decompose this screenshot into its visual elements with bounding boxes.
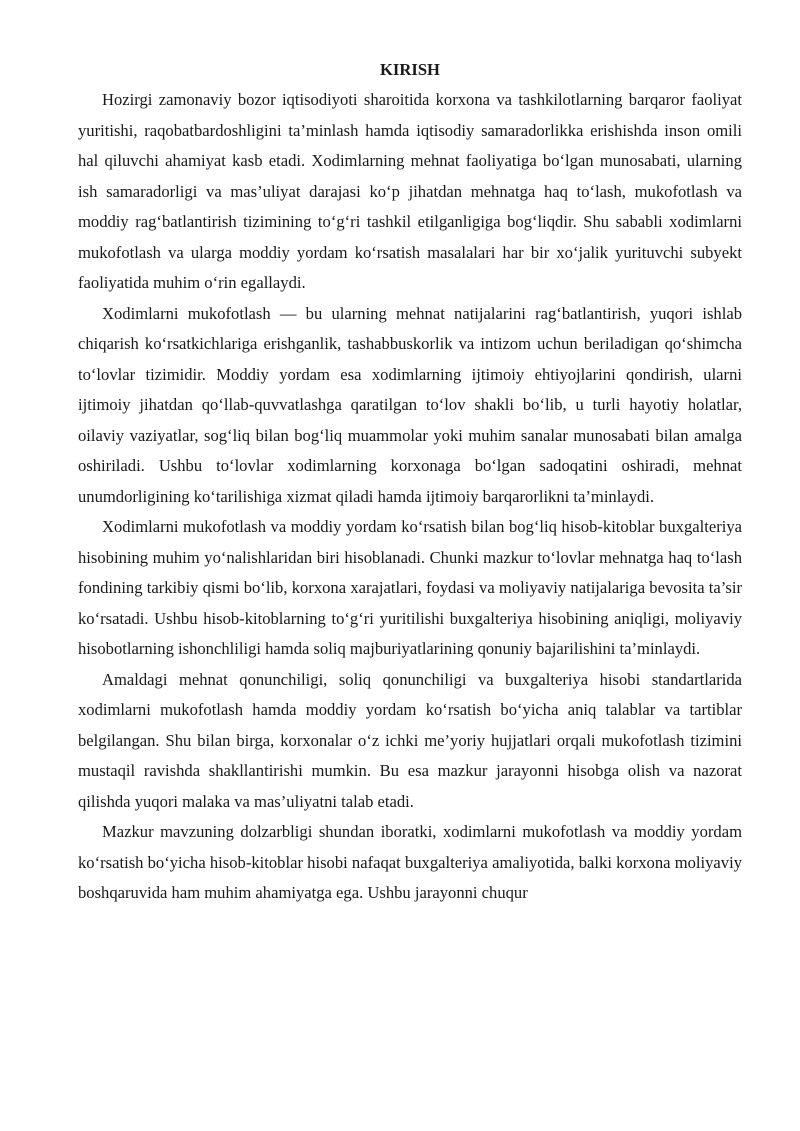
paragraph-5: Mazkur mavzuning dolzarbligi shundan iboratki, xodimlarni mukofotlash va moddiy yordam ko‘rsatish bo‘yicha hisob-kitoblar hisobi nafaqat buxgalteriya amaliyotida, balki korxona moliyaviy boshqaruvida ham muhim ahamiyatga ega. Ushbu jarayonni chuqur [78,822,742,902]
paragraph-3: Xodimlarni mukofotlash va moddiy yordam ko‘rsatish bilan bog‘liq hisob-kitoblar buxgalteriya hisobining muhim yo‘nalishlaridan biri hisoblanadi. Chunki mazkur to‘lovlar mehnatga haq to‘lash fondining tarkibiy qismi bo‘lib, korxona xarajatlari, foydasi va moliyaviy natijalariga bevosita ta’sir ko‘rsatadi. Ushbu hisob-kitoblarning to‘g‘ri yuritilishi buxgalteriya hisobining aniqligi, moliyaviy hisobotlarning ishonchliligi hamda soliq majburiyatlarining qonuniy bajarilishini ta’minlaydi. [78,517,742,658]
paragraph-4: Amaldagi mehnat qonunchiligi, soliq qonunchiligi va buxgalteriya hisobi standartlarida xodimlarni mukofotlash hamda moddiy yordam ko‘rsatish bo‘yicha aniq talablar va tartiblar belgilangan. Shu bilan birga, korxonalar o‘z ichki me’yoriy hujjatlari orqali mukofotlash tizimini mustaqil ravishda shakllantirishi mumkin. Bu esa mazkur jarayonni hisobga olish va nazorat qilishda yuqori malaka va mas’uliyatni talab etadi. [78,669,742,811]
document-page [78,58,742,909]
paragraph-2: Xodimlarni mukofotlash — bu ularning mehnat natijalarini rag‘batlantirish, yuqori ishlab chiqarish ko‘rsatkichlariga erishganlik, tashabbuskorlik va intizom uchun beriladigan qo‘shimcha to‘lovlar tizimidir. Moddiy yordam esa xodimlarning ijtimoiy ehtiyojlarini qondirish, ularni ijtimoiy jihatdan qo‘llab-quvvatlashga qaratilgan to‘lov shakli bo‘lib, u turli hayotiy holatlar, oilaviy vaziyatlar, sog‘liq bilan bog‘liq muammolar yoki muhim sanalar munosabati bilan amalga oshiriladi. Ushbu to‘lovlar xodimlarning korxonaga bo‘lgan sadoqatini oshiradi, mehnat unumdorligining ko‘tarilishiga xizmat qiladi hamda ijtimoiy barqarorlikni ta’minlaydi. [78,303,742,506]
paragraph-1: Hozirgi zamonaviy bozor iqtisodiyoti sharoitida korxona va tashkilotlarning barqaror faoliyat yuritishi, raqobatbardoshligini ta’minlash hamda iqtisodiy samaradorlikka erishishda inson omili hal qiluvchi ahamiyat kasb etadi. Xodimlarning mehnat faoliyatiga bo‘lgan munosabati, ularning ish samaradorligi va mas’uliyat darajasi ko‘p jihatdan mehnatga haq to‘lash, mukofotlash va moddiy rag‘batlantirish tizimining to‘g‘ri tashkil etilganligiga bog‘liqdir. Shu sababli xodimlarni mukofotlash va ularga moddiy yordam ko‘rsatish masalalari har bir xo‘jalik yurituvchi subyekt faoliyatida muhim o‘rin egallaydi. [78,90,742,292]
document-title: KIRISH [380,60,440,79]
